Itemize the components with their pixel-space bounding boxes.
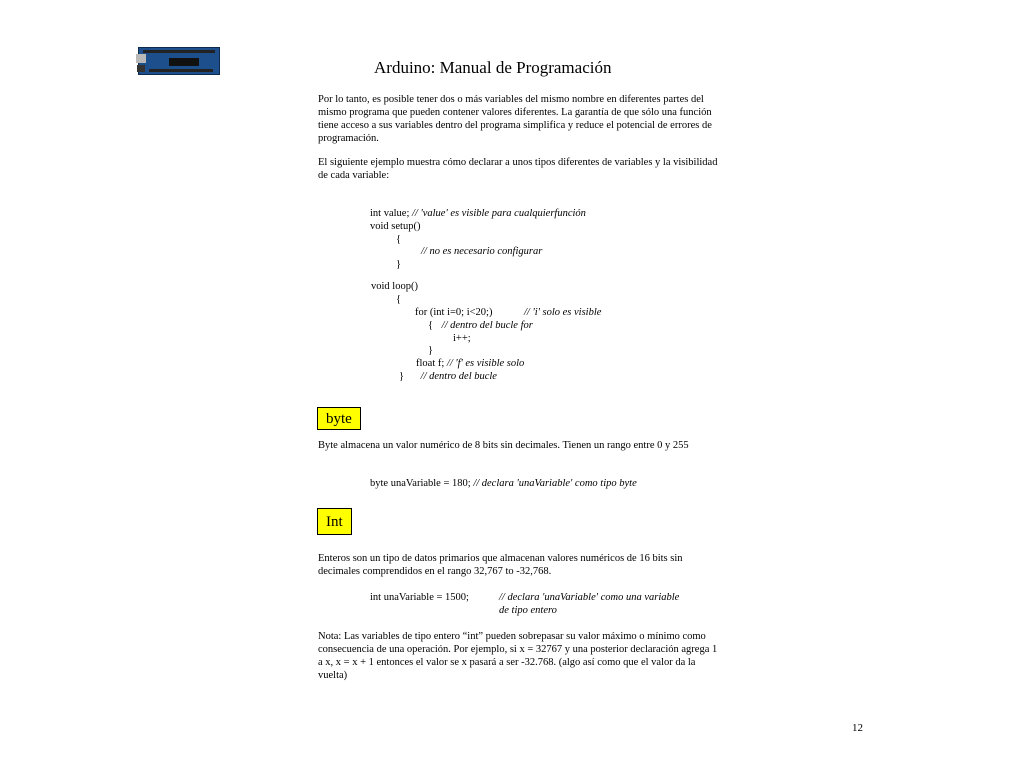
code-comment: // no es necesario configurar (421, 246, 543, 257)
code-text: int value; (370, 208, 410, 219)
code-line: } (428, 345, 434, 356)
code-comment: // declara 'unaVariable' como una variable (499, 592, 680, 603)
code-text: } (399, 371, 405, 382)
int-heading: Int (317, 508, 352, 535)
byte-heading: byte (317, 407, 361, 430)
scope-paragraph: Por lo tanto, es posible tener dos o más variables del mismo nombre en diferentes partes del mismo programa que pueden contener valores diferentes. La garantía de que sólo una función tiene acceso a sus variables dentro del programa simplifica y reduce el potencial de errores de programación. (318, 94, 712, 144)
code-line: void loop() (371, 281, 418, 292)
code-comment: // 'f' es visible solo (446, 358, 525, 369)
code-text: { (428, 320, 434, 331)
code-line: i++; (453, 333, 471, 344)
code-text: byte unaVariable = 180; (370, 478, 471, 489)
page-number: 12 (852, 722, 863, 734)
code-comment: // 'i' solo es visible (524, 307, 602, 318)
code-line (399, 370, 497, 383)
code-comment: // dentro del bucle for (441, 320, 533, 331)
code-comment: // 'value' es visible para cualquierfunción (412, 208, 586, 219)
byte-description: Byte almacena un valor numérico de 8 bits sin decimales. Tienen un rango entre 0 y 255 (318, 440, 689, 451)
code-line (416, 357, 524, 370)
byte-code-line (370, 477, 637, 490)
code-line: } (396, 259, 402, 270)
code-line: { (396, 294, 402, 305)
int-code-line: int unaVariable = 1500; (370, 592, 469, 603)
int-note: Nota: Las variables de tipo entero “int” pueden sobrepasar su valor máximo o mínimo como consecuencia de una operación. Por ejemplo, si x = 32767 y una posterior declaración agrega 1 a x, x = x + 1 entonces el valor se x pasará a ser -32.768. (algo así como que el valor da la vuelta) (318, 631, 718, 681)
example-intro-paragraph: El siguiente ejemplo muestra cómo declarar a unos tipos diferentes de variables y la visibilidad de cada variable: (318, 157, 718, 181)
code-line: void setup() (370, 221, 421, 232)
code-comment: de tipo entero (499, 605, 557, 616)
code-text: float f; (416, 358, 445, 369)
code-line (370, 207, 586, 220)
code-comment: // dentro del bucle (420, 371, 497, 382)
code-line: for (int i=0; i<20;) (415, 307, 493, 318)
arduino-board-icon (138, 47, 220, 75)
code-line: { (396, 234, 402, 245)
page-title: Arduino: Manual de Programación (374, 58, 612, 77)
int-description: Enteros son un tipo de datos primarios que almacenan valores numéricos de 16 bits sin decimales comprendidos en el rango 32,767 to -32,768. (318, 553, 683, 577)
code-line (428, 319, 533, 332)
code-comment: // declara 'unaVariable' como tipo byte (473, 478, 637, 489)
